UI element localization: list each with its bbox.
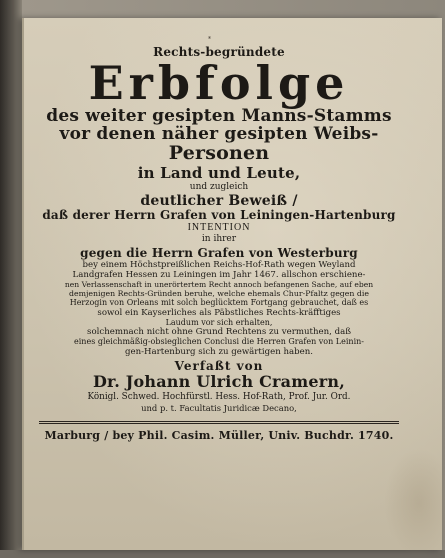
title-line-beweiss: deutlicher Beweiß / <box>140 193 298 209</box>
title-line-verfasst: Verfaßt von <box>174 359 264 374</box>
tail-line: eines gleichmäßig-obsieglichen Conclusi die Herren Grafen von Leinin- <box>74 337 364 347</box>
book-spine <box>0 0 22 550</box>
author-name: Dr. Johann Ulrich Cramern, <box>92 372 345 392</box>
title-line-inland: in Land und Leute, <box>137 164 301 182</box>
body-line: Herzogin von Orleans mit solch beglücktem Fortgang gebrauchet, daß es <box>69 298 369 308</box>
author-titles: Königl. Schwed. Hochfürstl. Hess. Hof-Rath, Prof. Jur. Ord. <box>87 392 351 403</box>
tail-line: solchemnach nicht ohne Grund Rechtens zu vermuthen, daß <box>87 327 351 338</box>
main-title-erbfolge: Erbfolge <box>88 56 350 110</box>
tail-line: gen-Hartenburg sich zu gewärtigen haben. <box>125 346 313 357</box>
top-ornament: * <box>208 36 211 43</box>
title-line-gegen: gegen die Herrn Grafen von Westerburg <box>80 246 358 260</box>
title-line-personen: Personen <box>168 142 270 164</box>
body-line: demjenigen Rechts-Gründen beruhe, welche ehemals Chur-Pfaltz gegen die <box>68 288 370 298</box>
body-line: nen Verlassenschaft in unerörtertem Recht annoch befangenen Sache, auf eben <box>64 279 374 289</box>
body-line: sowol ein Kayserliches als Päbstliches Rechts-kräfftiges <box>97 307 341 318</box>
subtitle-rechts-begruendete: Rechts-begründete <box>153 45 285 59</box>
body-line: Landgrafen Hessen zu Leiningen im Jahr 1467. allschon erschiene- <box>72 269 366 280</box>
paper-stain <box>384 448 445 558</box>
title-line-in-ihrer: in ihrer <box>201 234 237 244</box>
title-line-laudum: Laudum vor sich erhalten, <box>165 317 273 327</box>
imprint-rule <box>39 421 399 425</box>
author-office: und p. t. Facultatis Juridicæ Decano, <box>141 403 297 414</box>
body-line: bey einem Höchstpreißlichen Reichs-Hof-Rath wegen Weyland <box>82 259 356 270</box>
title-line-zugleich: und zugleich <box>189 182 249 192</box>
title-line-intention: INTENTION <box>187 222 251 233</box>
title-line-des: des weiter gesipten Manns-Stamms <box>46 106 392 126</box>
title-line-vor: vor denen näher gesipten Weibs- <box>59 124 379 144</box>
title-page-text <box>34 46 404 441</box>
imprint: Marburg / bey Phil. Casim. Müller, Univ. Buchdr. 1740. <box>44 429 394 443</box>
title-line-dass: daß derer Herrn Grafen von Leiningen-Hartenburg <box>42 208 396 222</box>
